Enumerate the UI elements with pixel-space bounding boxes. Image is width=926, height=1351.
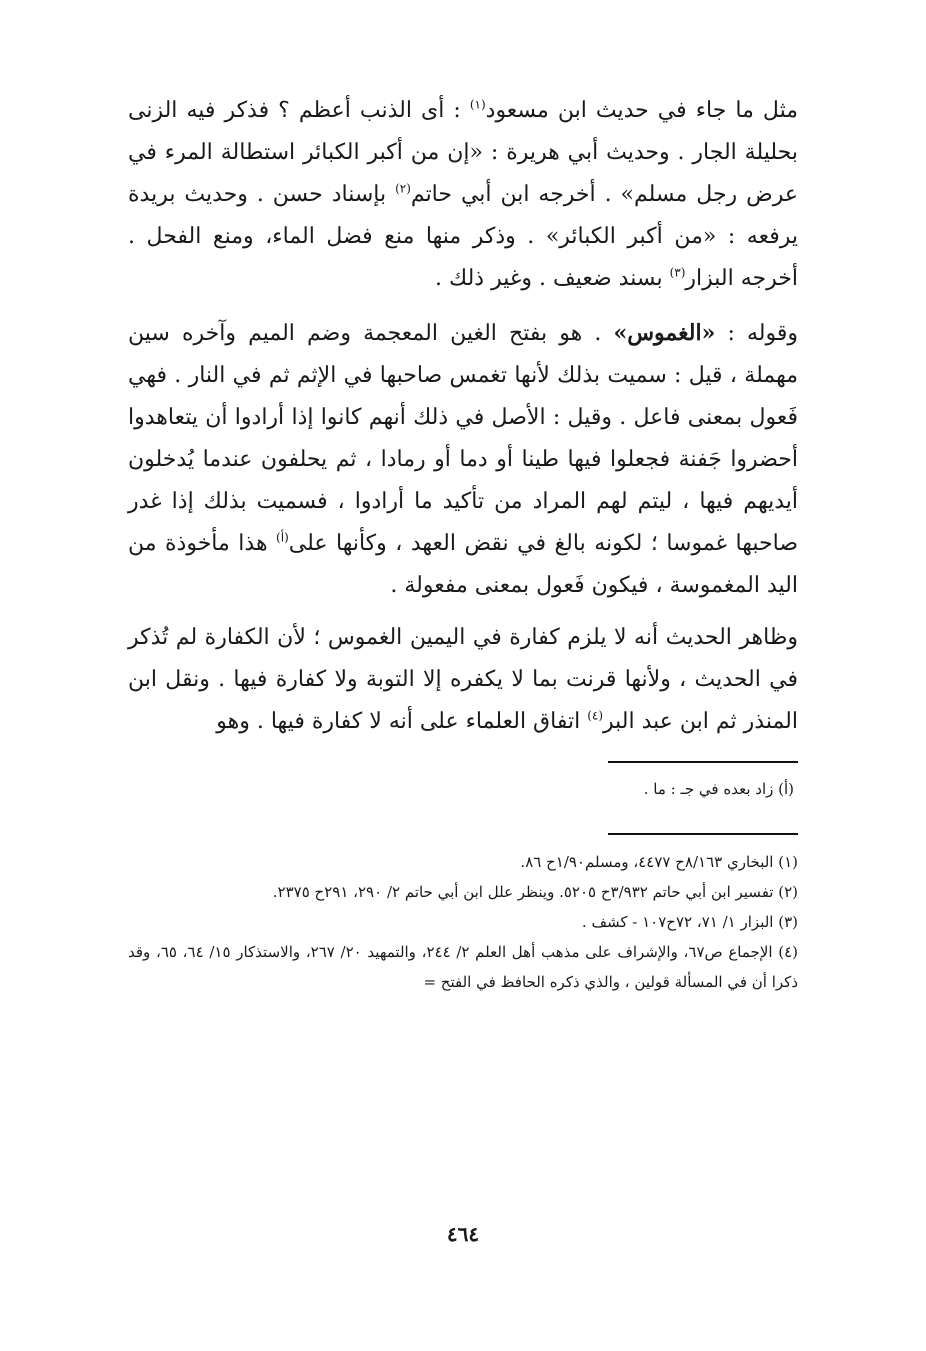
paragraph-3 [128, 617, 798, 743]
text: بإسناد حسن . وحديث بريدة يرفعه : «من أكبر الكبائر» . وذكر منها منع فضل الماء، ومنع الفحل . أخرجه البزار [128, 182, 798, 291]
footnotes [128, 847, 798, 997]
term-ghamus: «الغموس» [613, 320, 716, 346]
text: : أى الذنب أعظم ؟ فذكر فيه الزنى بحليلة الجار . وحديث أبي هريرة : «إن من أكبر الكبائر استطالة المرء في عرض رجل مسلم» . أخرجه ابن أبي حاتم [128, 98, 798, 207]
text: وقوله : [715, 321, 798, 346]
footnote-1: (١) البخاري ٨/١٦٣ح ٤٤٧٧، ومسلم١/٩٠ح ٨٦. [520, 853, 798, 871]
text: وظاهر الحديث أنه لا يلزم كفارة في اليمين الغموس ؛ لأن الكفارة لم تُذكر في الحديث ، ولأنها قرنت بما لا يكفره إلا التوبة ولا كفارة فيها . ونقل ابن المنذر ثم ابن عبد البر [128, 625, 798, 734]
text: هذا مأخوذة من اليد المغموسة ، فيكون فَعول بمعنى مفعولة . [128, 531, 798, 598]
text: . هو بفتح الغين المعجمة وضم الميم وآخره سين مهملة ، قيل : سميت بذلك لأنها تغمس صاحبها في الإثم ثم في النار . فهي فَعول بمعنى فاعل . وقيل : الأصل في ذلك أنهم كانوا إذا أرادوا أن يتعاهدوا أحضروا جَفنة فجعلوا فيها طينا أو دما أو رمادا ، ثم يحلفون عندما يُدخلون أيديهم فيها ، ليتم لهم المراد من تأكيد ما أرادوا ، فسميت بذلك إذا غدر صاحبها غموسا ؛ لكونه بالغ في نقض العهد ، وكأنها على [128, 321, 798, 556]
text: اتفاق العلماء على أنه لا كفارة فيها . وهو [216, 709, 588, 734]
footnote-ref[interactable]: (٤) [587, 708, 604, 723]
variant-note: (أ) زاد بعده في جـ : ما . [643, 780, 794, 798]
separator-line [608, 761, 798, 763]
footnote-ref[interactable]: (١) [469, 97, 486, 112]
paragraph-1 [128, 90, 798, 300]
text: مثل ما جاء في حديث ابن مسعود [485, 98, 798, 123]
footnote-ref[interactable]: (٣) [669, 265, 686, 280]
variant-ref[interactable]: (أ) [276, 530, 289, 545]
footnote-ref[interactable]: (٢) [395, 181, 411, 196]
footnote-separator [608, 833, 798, 835]
footnote-4: (٤) الإجماع ص٦٧، والإشراف على مذهب أهل العلم ٢/ ٢٤٤، والتمهيد ٢٠/ ٢٦٧، والاستذكار ١٥/ ٦٤، ٦٥، وقد ذكرا أن في المسألة قولين ، والذي ذكره الحافظ في الفتح = [128, 943, 799, 991]
paragraph-2 [128, 312, 798, 607]
page-body [128, 90, 798, 997]
footnote-2: (٢) تفسير ابن أبي حاتم ٣/٩٣٢ح ٥٢٠٥. وينظر علل ابن أبي حاتم ٢/ ٢٩٠، ٢٩١ح ٢٣٧٥. [272, 883, 798, 901]
text: بسند ضعيف . وغير ذلك . [435, 266, 670, 291]
page-number: ٤٦٤ [446, 1222, 480, 1246]
footnote-3: (٣) البزار ١/ ٧١، ٧٢ح١٠٧ - كشف . [581, 913, 798, 931]
